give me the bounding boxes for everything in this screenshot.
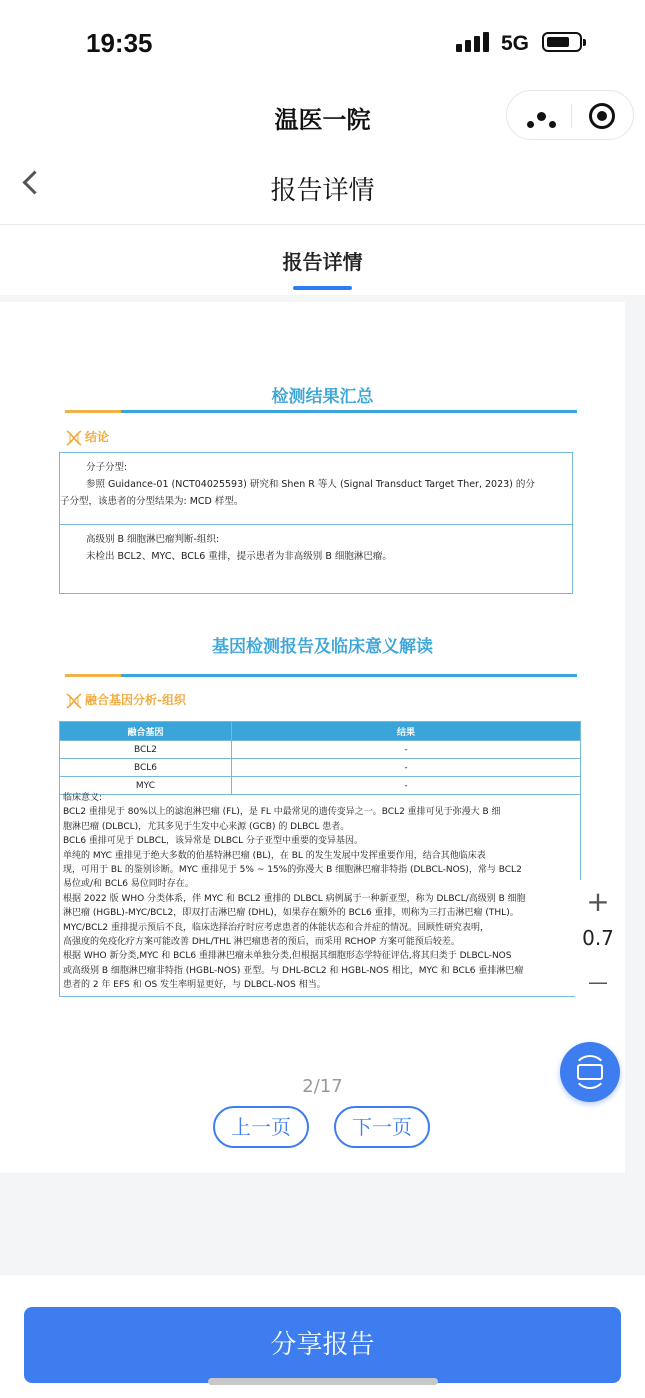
molecular-typing-line1: 参照 Guidance-01 (NCT04025593) 研究和 Shen R 等人 (Signal Transduct Target Ther, 2023) 的分 xyxy=(86,479,535,490)
fusion-gene-label: 融合基因分析-组织 xyxy=(65,691,186,710)
table-cell: BCL2 xyxy=(60,741,232,759)
clinical-line: 胞淋巴瘤 (DLBCL)，尤其多见于生发中心来源 (GCB) 的 DLBCL 患者。 xyxy=(63,821,350,832)
home-indicator xyxy=(208,1378,438,1385)
more-icon[interactable] xyxy=(527,113,559,132)
table-header: 融合基因 xyxy=(60,722,232,741)
zoom-in-button[interactable]: + xyxy=(586,885,610,918)
clinical-line: BCL6 重排可见于 DLBCL，该异常是 DLBCL 分子亚型中重要的变异基因。 xyxy=(63,836,364,847)
section-title-gene-report: 基因检测报告及临床意义解读 xyxy=(212,637,433,657)
molecular-typing-line2: 子分型，该患者的分型结果为: MCD 样型。 xyxy=(60,496,244,507)
clinical-line: 现，可用于 BL 的鉴别诊断。MYC 重排见于 5% ~ 15%的弥漫大 B 细胞淋巴瘤非特指 (DLBCL-NOS)，常与 BCL2 xyxy=(63,865,522,876)
clinical-line: 或高级别 B 细胞淋巴瘤非特指 (HGBL-NOS) 亚型。与 DHL-BCL2 和 HGBL-NOS 相比，MYC 和 BCL6 重排淋巴瘤 xyxy=(63,965,524,976)
page-title: 报告详情 xyxy=(270,176,375,206)
clinical-line: 高强度的免疫化疗方案可能改善 DHL/THL 淋巴瘤患者的预后，而采用 RCHOP 方案可能预后较差。 xyxy=(63,937,460,948)
table-row xyxy=(60,741,581,759)
page-indicator: 2/17 xyxy=(302,1076,343,1097)
table-header: 结果 xyxy=(231,722,580,741)
status-bar xyxy=(0,0,645,86)
zoom-out-button[interactable]: — xyxy=(588,970,608,994)
conclusion-label: 结论 xyxy=(65,428,109,447)
table-cell: BCL6 xyxy=(60,759,232,777)
zoom-level: 0.7 xyxy=(582,926,614,950)
dna-icon xyxy=(65,429,83,447)
section-rule-2 xyxy=(65,674,577,677)
nav-bar xyxy=(0,146,645,225)
section-rule xyxy=(65,410,577,413)
dna-icon xyxy=(65,692,83,710)
status-time: 19:35 xyxy=(86,28,153,58)
next-page-button[interactable]: 下一页 xyxy=(334,1106,430,1148)
network-type: 5G xyxy=(501,32,530,55)
clinical-line: 根据 2022 版 WHO 分类体系，伴 MYC 和 BCL2 重排的 DLBCL 病例属于一种新亚型，称为 DLBCL/高级别 B 细胞 xyxy=(63,893,526,904)
molecular-typing-heading: 分子分型: xyxy=(86,462,128,473)
share-report-button[interactable]: 分享报告 xyxy=(24,1307,621,1383)
clinical-line: 易位或/和 BCL6 易位同时存在。 xyxy=(63,879,194,890)
section-title-summary: 检测结果汇总 xyxy=(271,387,374,407)
tab-report-detail[interactable]: 报告详情 xyxy=(282,250,363,274)
prev-page-button[interactable]: 上一页 xyxy=(213,1106,309,1148)
clinical-line: 淋巴瘤 (HGBL)-MYC/BCL2，即双打击淋巴瘤 (DHL)，如果存在额外的 BCL6 重排，则称为三打击淋巴瘤 (THL)。 xyxy=(63,908,519,919)
hgbl-heading: 高级别 B 细胞淋巴瘤判断-组织: xyxy=(86,534,220,545)
conclusion-box xyxy=(59,452,573,594)
capsule-menu xyxy=(506,90,634,140)
clinical-line: MYC/BCL2 重排提示预后不良，临床选择治疗时应考虑患者的体能状态和合并症的情况。回顾性研究表明， xyxy=(63,922,489,933)
clinical-line: 临床意义: xyxy=(63,793,103,803)
clinical-line: 根据 WHO 新分类,MYC 和 BCL6 重排淋巴瘤未单独分类,但根据其细胞形态学特征评估,将其归类于 DLBCL-NOS xyxy=(63,951,512,962)
close-mini-program-icon[interactable] xyxy=(589,103,615,129)
mini-program-header xyxy=(0,86,645,146)
table-cell: - xyxy=(231,759,580,777)
signal-icon xyxy=(456,32,492,52)
tab-indicator xyxy=(293,286,352,290)
zoom-control xyxy=(575,880,621,1004)
battery-icon xyxy=(542,32,582,52)
clinical-significance-box xyxy=(59,788,581,997)
clinical-line: BCL2 重排见于 80%以上的滤泡淋巴瘤 (FL)，是 FL 中最常见的遗传变异之一。BCL2 重排可见于弥漫大 B 细 xyxy=(63,807,501,818)
tab-bar xyxy=(0,225,645,295)
table-row xyxy=(60,759,581,777)
clinical-text xyxy=(63,791,578,993)
table-cell: - xyxy=(231,777,580,795)
app-title: 温医一院 xyxy=(274,106,371,134)
clinical-line: 单纯的 MYC 重排见于绝大多数的伯基特淋巴瘤 (BL)，在 BL 的发生发展中发挥重要作用，结合其他临床表 xyxy=(63,850,486,861)
fusion-gene-table xyxy=(59,721,581,795)
table-cell: MYC xyxy=(60,777,232,795)
table-cell: - xyxy=(231,741,580,759)
bottom-bar xyxy=(0,1275,645,1398)
hgbl-text: 未检出 BCL2、MYC、BCL6 重排，提示患者为非高级别 B 细胞淋巴瘤。 xyxy=(86,551,392,562)
clinical-line: 患者的 2 年 EFS 和 OS 发生率明显更好，与 DLBCL-NOS 相当。 xyxy=(63,980,326,991)
